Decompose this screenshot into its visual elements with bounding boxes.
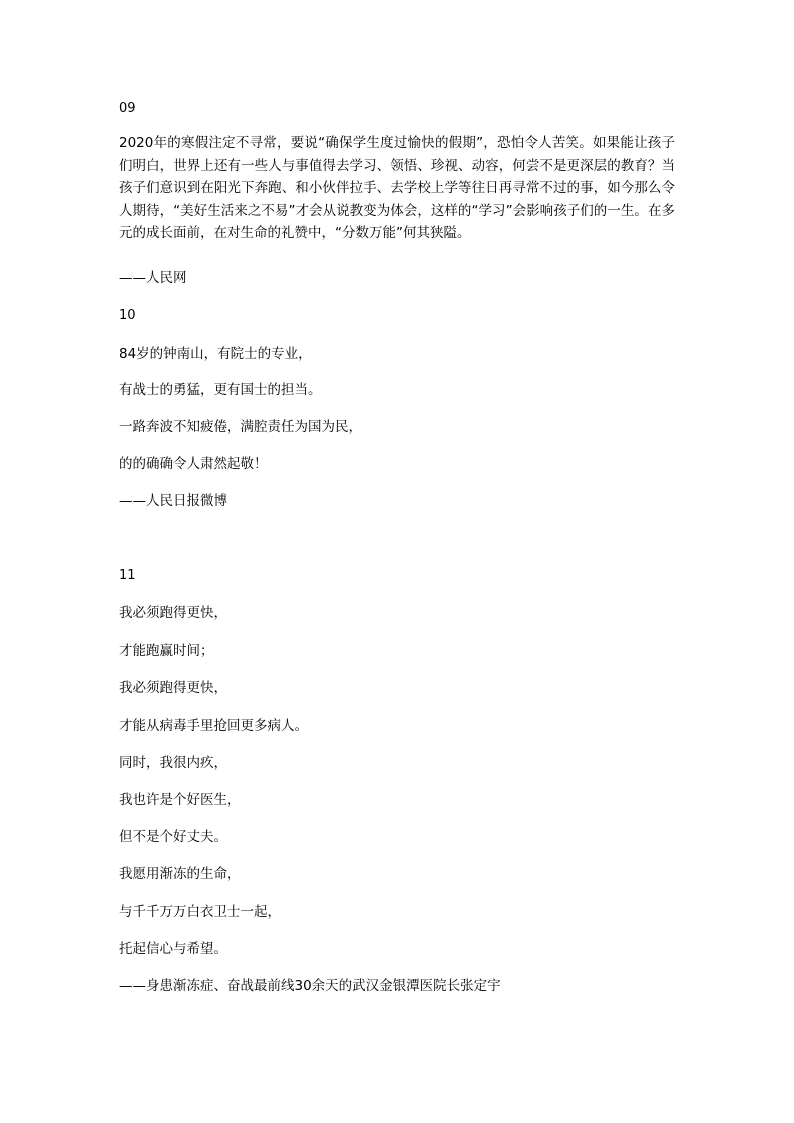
poem-line: 但不是个好丈夫。 [119,829,227,845]
poem-line: 我必须跑得更快， [119,605,227,621]
section-source: ——人民网 [119,270,187,286]
poem-line: 一路奔波不知疲倦，满腔责任为国为民， [119,419,362,435]
poem-line: 才能跑赢时间； [119,643,214,659]
section-source: ——人民日报微博 [119,493,227,509]
poem-line: 与千千万万白衣卫士一起， [119,904,281,920]
section-number: 10 [119,308,136,323]
poem-line: 的的确确令人肃然起敬！ [119,456,268,472]
poem-line: 托起信心与希望。 [119,941,227,957]
poem-line: 我也许是个好医生， [119,792,241,808]
section-number: 09 [119,101,136,116]
poem-line: 我必须跑得更快， [119,680,227,696]
poem-line: 我愿用渐冻的生命， [119,866,241,882]
section-source: ——身患渐冻症、奋战最前线30余天的武汉金银潭医院长张定宇 [119,978,501,994]
poem-line: 才能从病毒手里抢回更多病人。 [119,718,308,734]
poem-line: 有战士的勇猛，更有国士的担当。 [119,382,322,398]
poem-line: 同时，我很内疚， [119,755,227,771]
poem-line: 84岁的钟南山，有院士的专业， [119,346,312,362]
section-number: 11 [119,568,136,583]
section-paragraph: 2020年的寒假注定不寻常，要说“确保学生度过愉快的假期”，恐怕令人苦笑。如果能让孩子们明白，世界上还有一些人与事值得去学习、领悟、珍视、动容，何尝不是更深层的教育？当孩子们意识到在阳光下奔跑、和小伙伴拉手、去学校上学等往日再寻常不过的事，如今那么令人期待，“美好生活来之不易”才会从说教变为体会，这样的“学习”会影响孩子们的一生。在多元的成长面前，在对生命的礼赞中，“分数万能”何其狭隘。 [119,135,675,242]
